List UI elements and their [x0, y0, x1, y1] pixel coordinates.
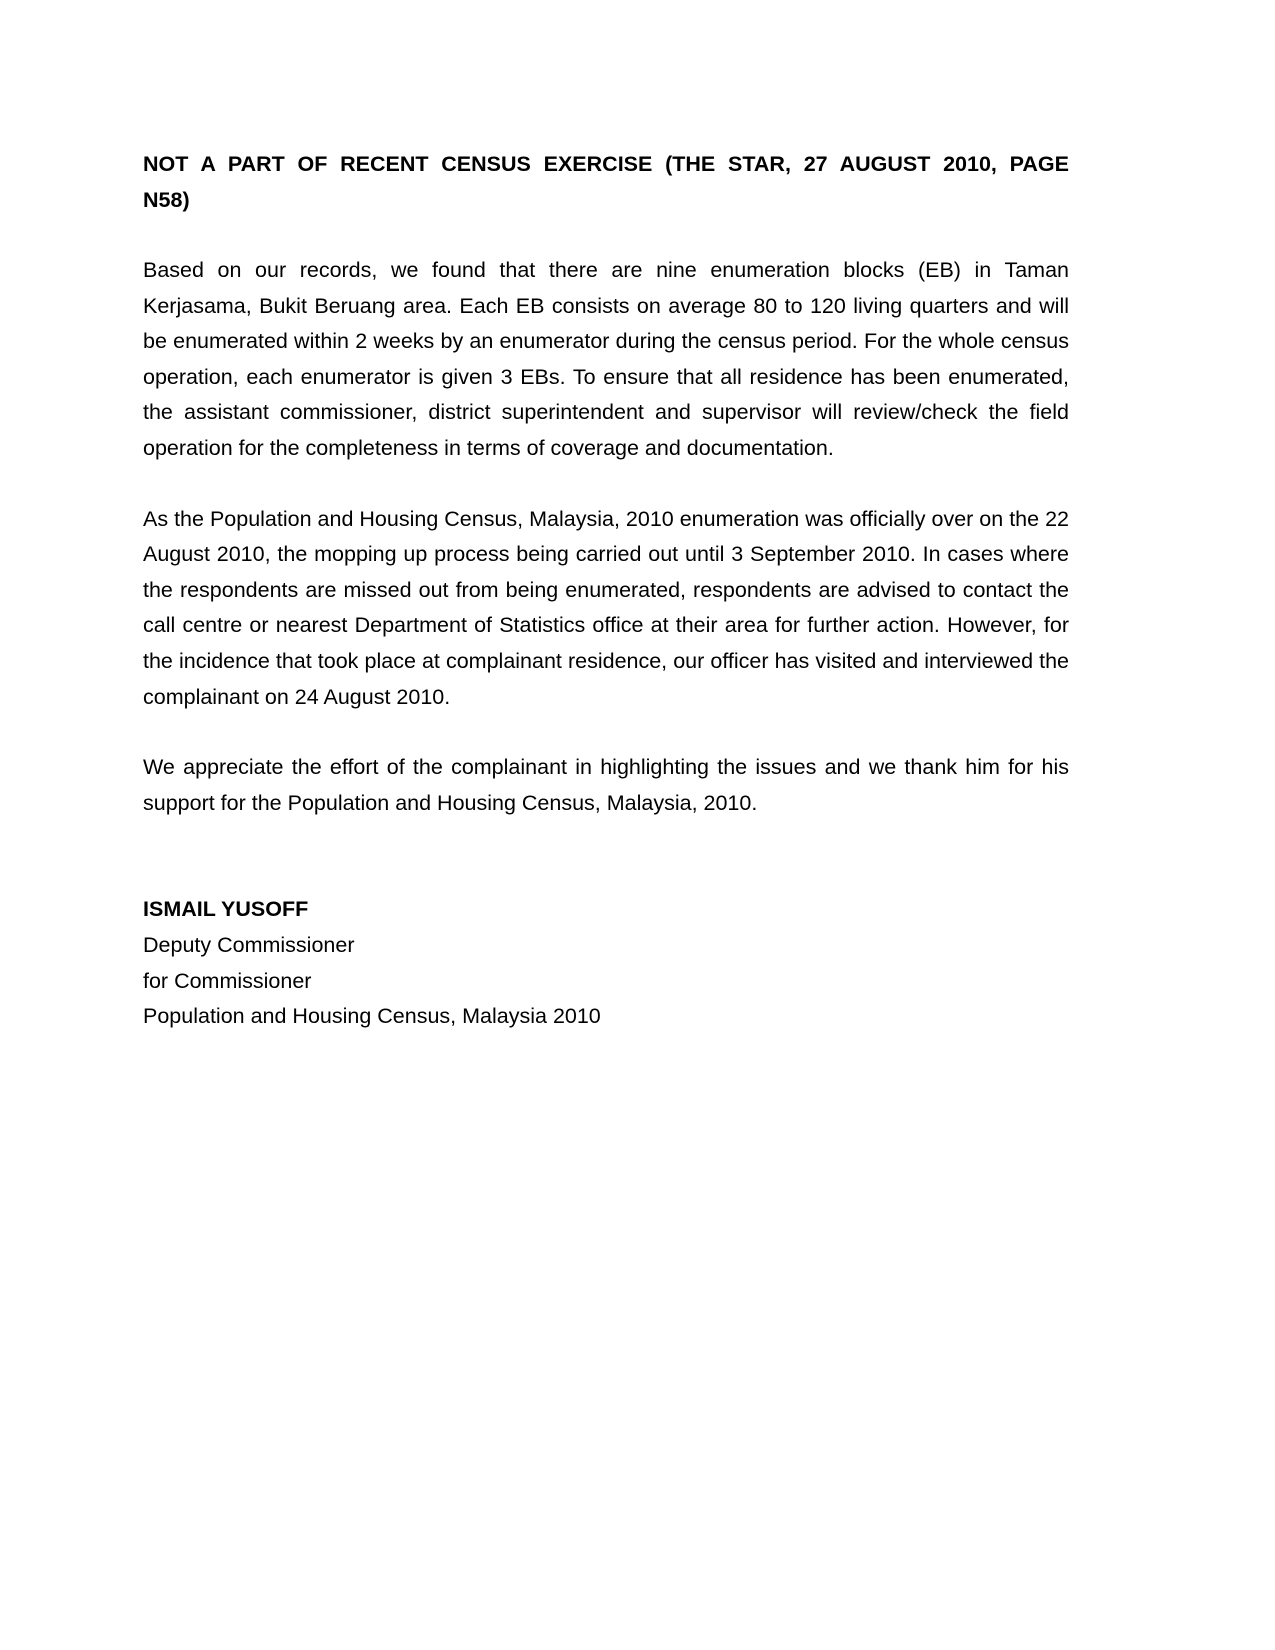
signatory-on-behalf: for Commissioner — [143, 968, 312, 993]
paragraph-appreciation: We appreciate the effort of the complainant in highlighting the issues and we thank him for his support for the Population and Housing Census, Malaysia, 2010. — [143, 755, 1069, 815]
signatory-organization: Population and Housing Census, Malaysia 2010 — [143, 1004, 601, 1029]
signatory-name: ISMAIL YUSOFF — [143, 897, 309, 922]
document-page — [143, 146, 1069, 1035]
paragraph-enumeration-blocks: Based on our records, we found that there are nine enumeration blocks (EB) in Taman Kerjasama, Bukit Beruang area. Each EB consists on average 80 to 120 living quarters and will be enumerated within 2 weeks by an enumerator during the census period. For the whole census operation, each enumerator is given 3 EBs. To ensure that all residence has been enumerated, the assistant commissioner, district superintendent and supervisor will review/check the field operation for the completeness in terms of coverage and documentation. — [143, 258, 1069, 460]
signatory-title: Deputy Commissioner — [143, 932, 355, 957]
document-heading: NOT A PART OF RECENT CENSUS EXERCISE (THE STAR, 27 AUGUST 2010, PAGE N58) — [143, 152, 1069, 212]
paragraph-mopping-up: As the Population and Housing Census, Malaysia, 2010 enumeration was officially over on the 22 August 2010, the mopping up process being carried out until 3 September 2010. In cases where the respondents are missed out from being enumerated, respondents are advised to contact the call centre or nearest Department of Statistics office at their area for further action. However, for the incidence that took place at complainant residence, our officer has visited and interviewed the complainant on 24 August 2010. — [143, 506, 1069, 709]
signature-block — [143, 892, 1069, 1034]
